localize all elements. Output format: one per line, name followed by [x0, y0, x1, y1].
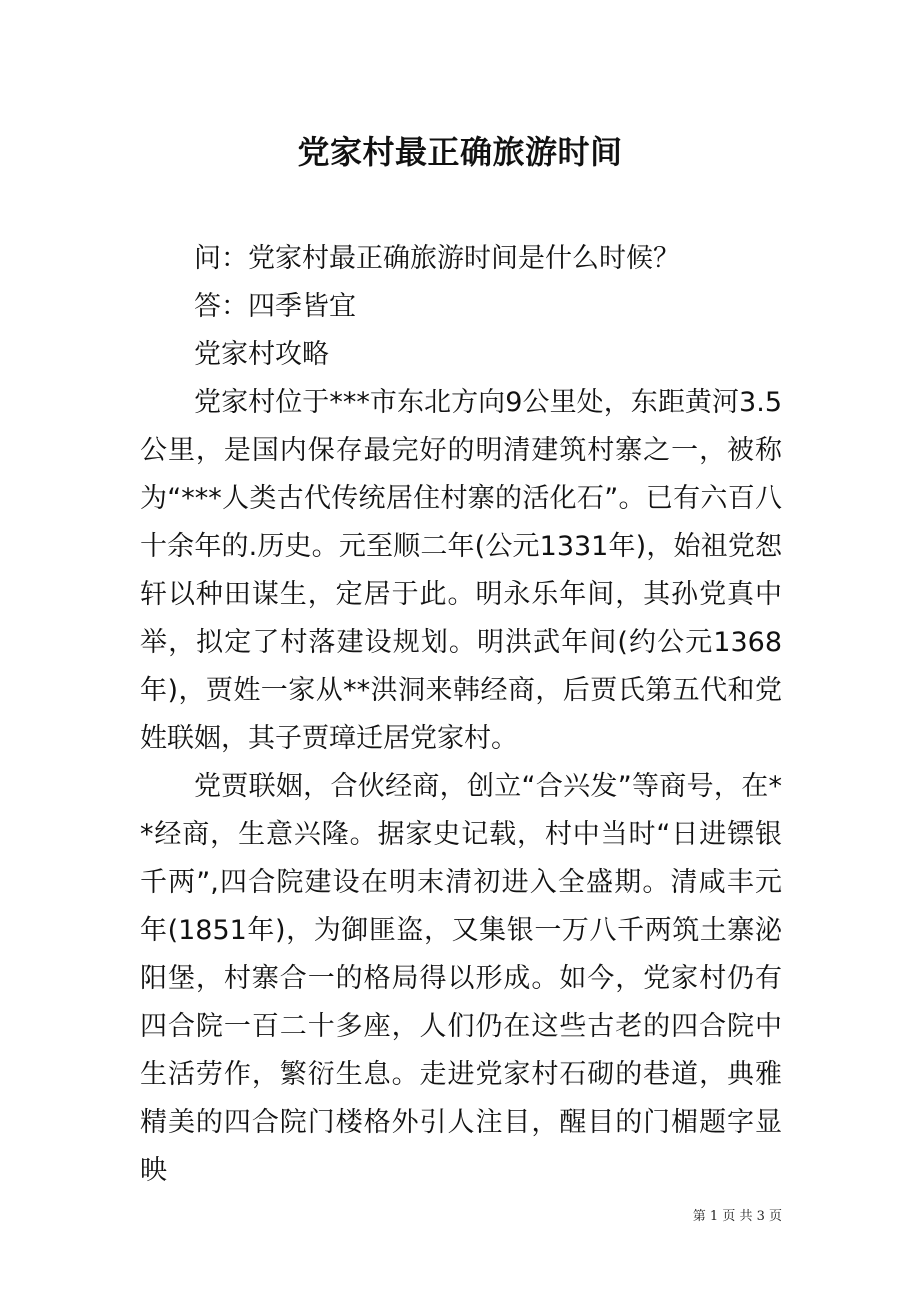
- page-number-footer: 第 1 页 共 3 页: [692, 1209, 782, 1224]
- document-body: [140, 235, 782, 1195]
- paragraph-question: 问：党家村最正确旅游时间是什么时候？: [194, 243, 680, 274]
- paragraph-answer: 答：四季皆宜: [194, 291, 356, 322]
- paragraph-history: 党家村位于***市东北方向9公里处，东距黄河3.5公里，是国内保存最完好的明清建筑村寨之一，被称为“***人类古代传统居住村寨的活化石”。已有六百八十余年的.历史。元至顺二年(公元1331年)，始祖党恕轩以种田谋生，定居于此。明永乐年间，其孙党真中举，拟定了村落建设规划。明洪武年间(约公元1368年)，贾姓一家从**洪洞来韩经商，后贾氏第五代和党姓联姻，其子贾璋迁居党家村。: [140, 387, 782, 754]
- paragraph-guide-heading: 党家村攻略: [194, 339, 329, 370]
- paragraph-commerce: 党贾联姻，合伙经商，创立“合兴发”等商号，在**经商，生意兴隆。据家史记载，村中当时“日进镖银千两”,四合院建设在明末清初进入全盛期。清咸丰元年(1851年)，为御匪盗，又集银一万八千两筑土寨泌阳堡，村寨合一的格局得以形成。如今，党家村仍有四合院一百二十多座，人们仍在这些古老的四合院中生活劳作，繁衍生息。走进党家村石砌的巷道，典雅精美的四合院门楼格外引人注目，醒目的门楣题字显映: [140, 771, 782, 1186]
- document-title: 党家村最正确旅游时间: [297, 133, 623, 171]
